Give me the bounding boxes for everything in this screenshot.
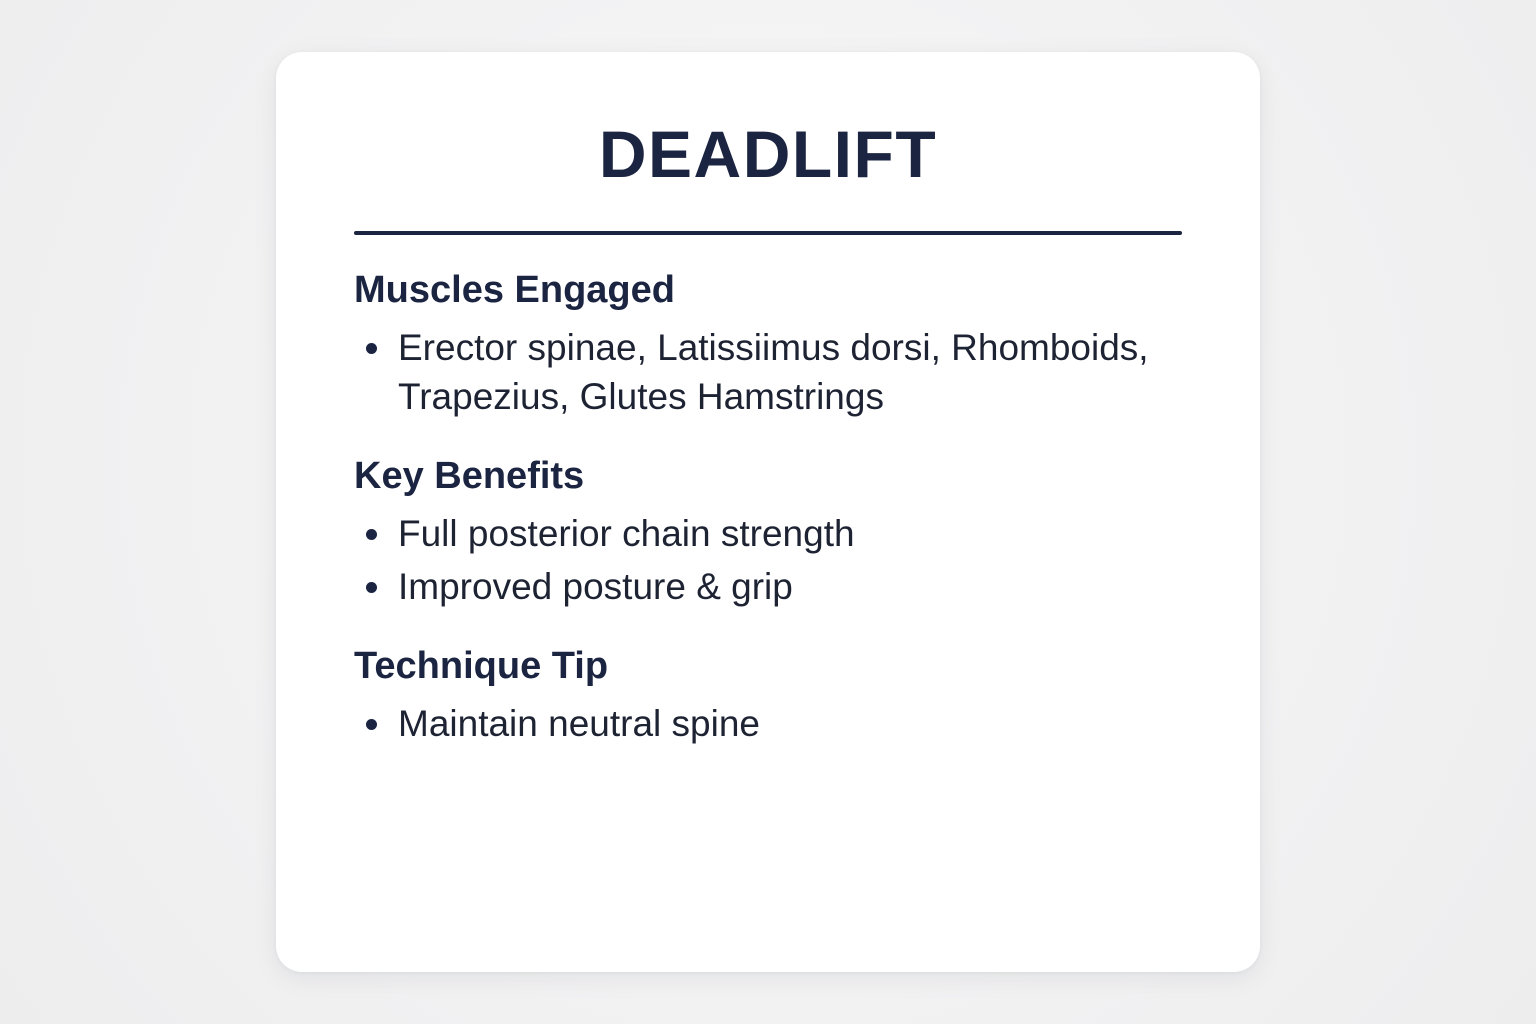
page-title: DEADLIFT <box>598 117 938 191</box>
section-heading-key-benefits: Key Benefits <box>354 455 585 498</box>
bullet-list-key-benefits <box>354 509 1204 611</box>
section-muscles-engaged <box>332 269 1204 421</box>
list-item: Erector spinae, Latissiimus dorsi, Rhomboids, Trapezius, Glutes Hamstrings <box>354 323 1204 421</box>
list-item: Maintain neutral spine <box>354 699 1204 748</box>
bullet-list-muscles-engaged <box>354 323 1204 421</box>
section-technique-tip <box>332 645 1204 748</box>
title-divider <box>354 231 1182 235</box>
section-key-benefits <box>332 455 1204 611</box>
section-heading-technique-tip: Technique Tip <box>354 645 609 688</box>
exercise-card <box>276 52 1260 972</box>
section-heading-muscles-engaged: Muscles Engaged <box>354 269 675 312</box>
list-item: Full posterior chain strength <box>354 509 1204 558</box>
bullet-list-technique-tip <box>354 699 1204 748</box>
list-item: Improved posture & grip <box>354 562 1204 611</box>
